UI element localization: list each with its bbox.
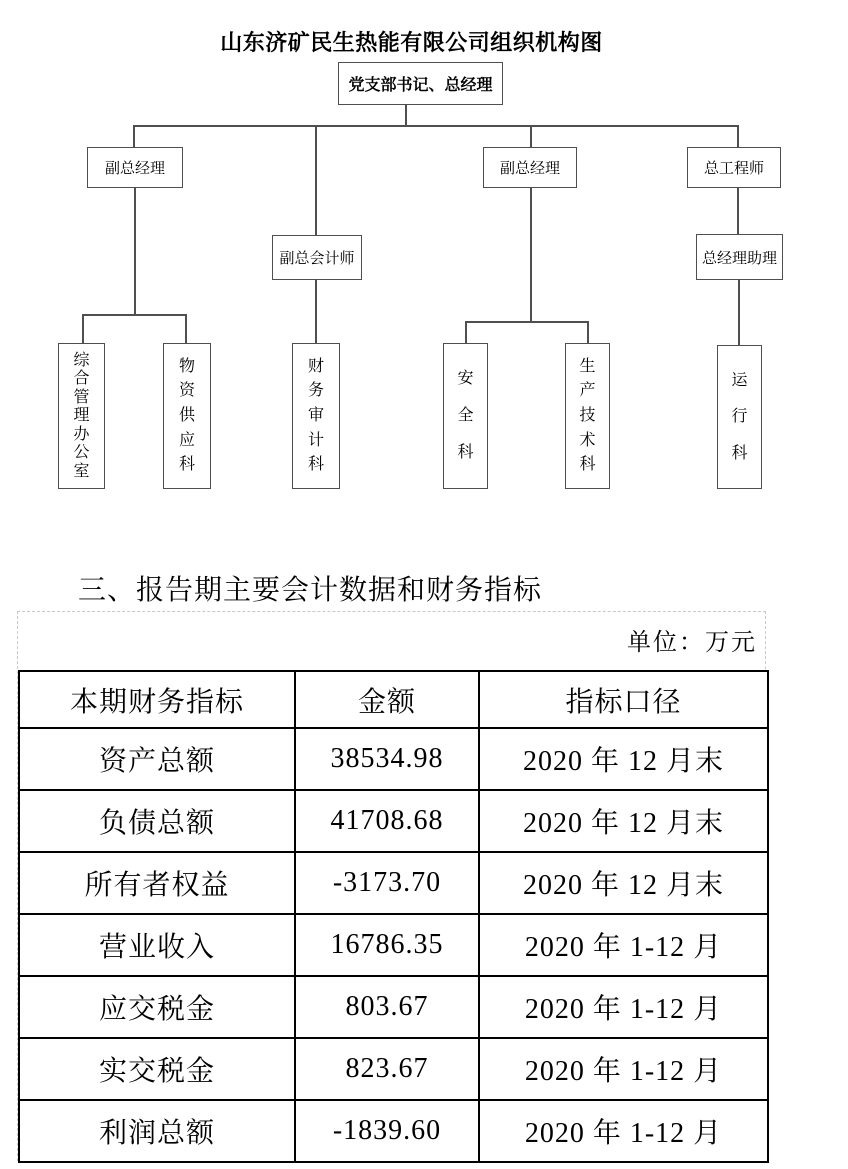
connector-line (134, 188, 136, 315)
cell-indicator: 实交税金 (19, 1038, 295, 1100)
connector-line (465, 321, 467, 343)
connector-line (82, 314, 84, 343)
table-header-row (19, 671, 768, 728)
org-box-label: 副总会计师 (279, 251, 355, 267)
connector-line (737, 188, 739, 235)
org-box-deputy-gm-left (87, 147, 183, 188)
table-row (19, 976, 768, 1038)
section-heading: 三、报告期主要会计数据和财务指标 (78, 575, 543, 606)
org-box-general-admin-office: 综 合 管 理 办 公 室 (58, 343, 105, 489)
org-box-safety: 安 全 科 (443, 343, 488, 489)
cell-amount: 803.67 (295, 976, 479, 1038)
col-header-indicator: 本期财务指标 (19, 671, 295, 728)
table-row (19, 790, 768, 852)
cell-indicator: 资产总额 (19, 728, 295, 790)
connector-line (133, 125, 135, 147)
org-box-production-tech: 生 产 技 术 科 (565, 343, 610, 489)
org-box-label: 副总经理 (104, 161, 165, 177)
org-box-root (338, 62, 503, 105)
connector-line (587, 321, 589, 343)
org-box-label: 副总经理 (499, 161, 560, 177)
connector-line (133, 125, 738, 127)
org-box-deputy-gm-right (483, 147, 577, 188)
org-box-root-label: 党支部书记、总经理 (348, 77, 493, 94)
cell-period: 2020 年 1-12 月 (479, 1100, 768, 1162)
connector-line (738, 280, 740, 345)
org-box-material-supply: 物 资 供 应 科 (163, 343, 211, 489)
col-header-period: 指标口径 (479, 671, 768, 728)
table-row (19, 914, 768, 976)
cell-indicator: 应交税金 (19, 976, 295, 1038)
cell-period: 2020 年 1-12 月 (479, 976, 768, 1038)
connector-line (737, 125, 739, 147)
cell-indicator: 所有者权益 (19, 852, 295, 914)
cell-period: 2020 年 12 月末 (479, 728, 768, 790)
table-row (19, 1038, 768, 1100)
cell-period: 2020 年 1-12 月 (479, 1038, 768, 1100)
financial-table (18, 670, 769, 1163)
org-box-label: 总经理助理 (701, 250, 777, 267)
org-box-label: 总工程师 (703, 161, 764, 177)
org-box-gm-assistant (696, 234, 783, 280)
connector-line (405, 105, 407, 126)
unit-label: 单位：万元 (627, 630, 757, 656)
cell-indicator: 营业收入 (19, 914, 295, 976)
org-chart-title: 山东济矿民生热能有限公司组织机构图 (220, 30, 603, 55)
org-box-chief-engineer (687, 147, 781, 188)
cell-period: 2020 年 1-12 月 (479, 914, 768, 976)
connector-line (185, 314, 187, 343)
cell-amount: 823.67 (295, 1038, 479, 1100)
connector-line (82, 314, 186, 316)
connector-line (465, 321, 588, 323)
cell-period: 2020 年 12 月末 (479, 852, 768, 914)
cell-amount: 38534.98 (295, 728, 479, 790)
col-header-amount: 金额 (295, 671, 479, 728)
connector-line (315, 125, 317, 235)
table-row (19, 728, 768, 790)
cell-amount: 41708.68 (295, 790, 479, 852)
cell-period: 2020 年 12 月末 (479, 790, 768, 852)
cell-amount: 16786.35 (295, 914, 479, 976)
org-box-deputy-chief-accountant (272, 235, 362, 280)
cell-amount: -3173.70 (295, 852, 479, 914)
connector-line (315, 280, 317, 343)
table-row (19, 1100, 768, 1162)
cell-amount: -1839.60 (295, 1100, 479, 1162)
connector-line (530, 125, 532, 147)
table-row (19, 852, 768, 914)
org-box-operation: 运 行 科 (717, 345, 762, 489)
financial-table-frame (17, 611, 766, 1161)
connector-line (530, 188, 532, 322)
org-box-finance-audit: 财 务 审 计 科 (292, 343, 340, 489)
cell-indicator: 利润总额 (19, 1100, 295, 1162)
cell-indicator: 负债总额 (19, 790, 295, 852)
